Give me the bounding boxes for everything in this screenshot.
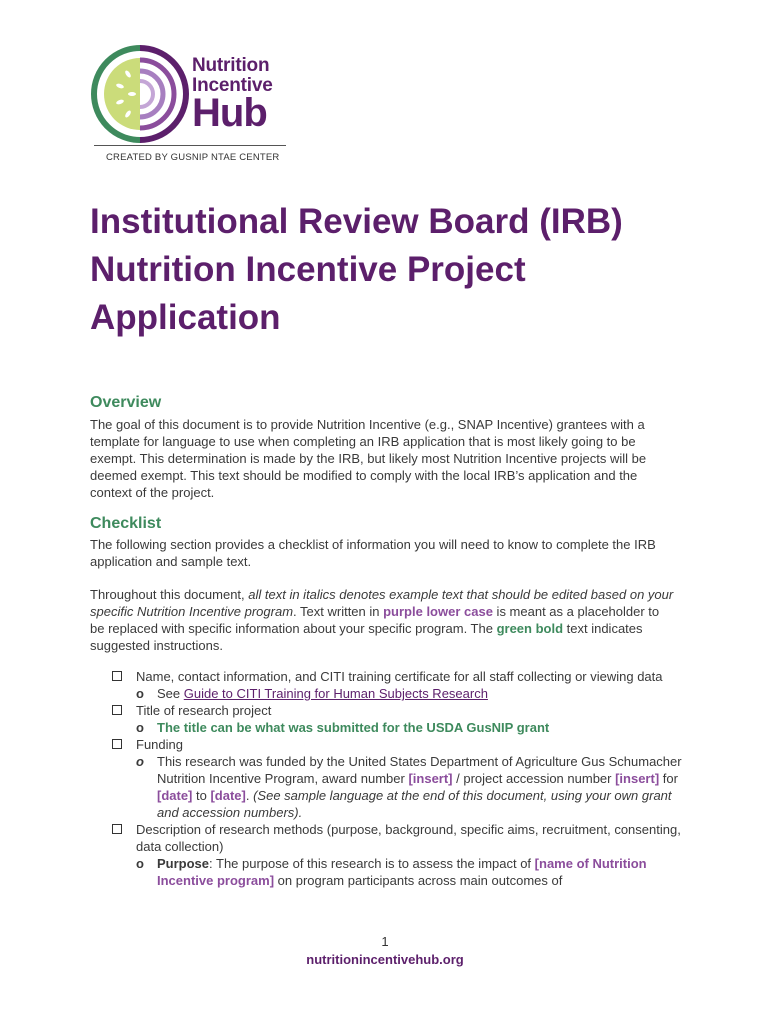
placeholder-start-date: [date] [157, 788, 193, 803]
checklist-intro: The following section provides a checklist of information you will need to know to complete the IRB application and sample text. [90, 537, 656, 569]
checklist-item-text: Name, contact information, and CITI training certificate for all staff collecting or viewing data [136, 669, 663, 684]
checklist-item-staff-info [112, 668, 682, 685]
overview-text: The goal of this document is to provide Nutrition Incentive (e.g., SNAP Incentive) grantees with a template for language to use when completing an IRB application that is most likely going to be exempt. This determination is made by the IRB, but likely most Nutrition Incentive projects will be deemed exempt. This text should be modified to comply with the local IRB’s application and the context of the project. [90, 417, 647, 500]
purpose-text-2: on program participants across main outcomes of [274, 873, 563, 888]
note-italic-text: all text in italics denotes example text that should be edited based on your specific Nutrition Incentive program [90, 587, 674, 619]
logo-emblem-icon [90, 44, 190, 144]
purpose-text-1: : The purpose of this research is to assess the impact of [209, 856, 535, 871]
sub-item-citi-guide [112, 685, 682, 702]
sub-item-text: The title can be what was submitted for the USDA GusNIP grant [157, 720, 550, 735]
checklist-item-title [112, 702, 682, 719]
overview-heading: Overview [90, 394, 162, 411]
green-sample-text: green bold [496, 621, 564, 636]
placeholder-award: [insert] [408, 771, 453, 786]
footer-url: nutritionincentivehub.org [306, 952, 464, 967]
checklist-heading: Checklist [90, 515, 162, 532]
bullet-o-icon: o [136, 720, 144, 735]
checkbox-icon [112, 739, 122, 749]
page-number: 1 [381, 934, 389, 949]
checklist-item-funding [112, 736, 682, 753]
checklist-item-text: Title of research project [136, 703, 272, 718]
formatting-note [90, 586, 675, 654]
placeholder-end-date: [date] [210, 788, 246, 803]
funding-text-1: This research was funded by the United States Department of Agriculture Gus Schumacher Nutrition Incentive Program, award number [157, 754, 682, 786]
checkbox-icon [112, 824, 122, 834]
citi-guide-link[interactable]: Guide to CITI Training for Human Subjects Research [183, 686, 488, 701]
bullet-o-icon: o [136, 856, 144, 871]
note-text-2: . Text written in [293, 604, 384, 619]
sub-item-purpose [112, 855, 682, 889]
sub-item-funding-text [112, 753, 682, 821]
checkbox-icon [112, 671, 122, 681]
logo-wordmark [192, 56, 273, 133]
note-text-4: text indicates suggested instructions. [90, 621, 643, 653]
funding-text-2: / project accession number [452, 771, 616, 786]
sub-item-title-guidance [112, 719, 682, 736]
funding-text-3: for [659, 771, 678, 786]
bullet-o-icon: o [136, 686, 144, 701]
bullet-o-icon: o [136, 754, 144, 769]
document-title: Institutional Review Board (IRB) Nutrition Incentive Project Application [90, 202, 623, 337]
checkbox-icon [112, 705, 122, 715]
note-text-3: is meant as a placeholder to be replaced with specific information about your specific program. The [90, 604, 660, 636]
logo-caption: CREATED BY GUSNIP NTAE CENTER [106, 152, 280, 163]
funding-note: (See sample language at the end of this document, using your own grant and accession numbers). [157, 788, 672, 820]
funding-text-5: . [245, 788, 254, 803]
purpose-label: Purpose [157, 856, 210, 871]
checklist [112, 668, 682, 889]
funding-text-4: to [192, 788, 211, 803]
checklist-item-methods [112, 821, 682, 855]
sub-item-prefix: See [157, 686, 184, 701]
logo-word-nutrition: Nutrition [192, 55, 270, 76]
checklist-item-text: Funding [136, 737, 183, 752]
purple-sample-text: purple lower case [383, 604, 493, 619]
checklist-item-text: Description of research methods (purpose, background, specific aims, recruitment, consenting, data collection) [136, 822, 681, 854]
logo-word-incentive: Incentive [192, 75, 273, 96]
logo-divider [94, 145, 286, 146]
logo-word-hub: Hub [192, 91, 267, 135]
note-text-1: Throughout this document, [90, 587, 249, 602]
nutrition-incentive-hub-logo [90, 44, 290, 164]
placeholder-program-name: [name of Nutrition Incentive program] [157, 856, 647, 888]
placeholder-accession: [insert] [615, 771, 660, 786]
